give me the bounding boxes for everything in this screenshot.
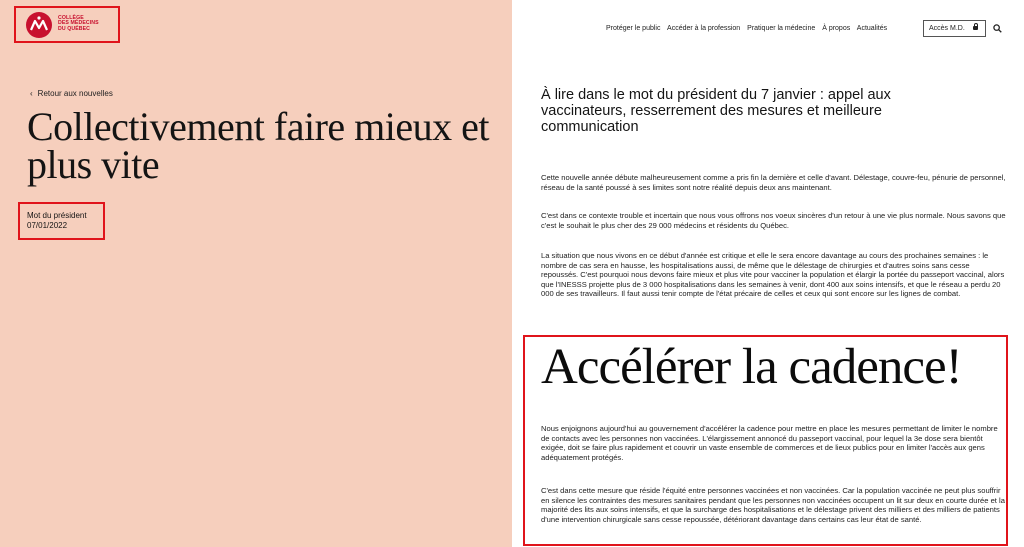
lock-icon (973, 26, 978, 30)
article-title: Collectivement faire mieux et plus vite (27, 104, 489, 187)
search-icon[interactable] (993, 24, 1002, 33)
paragraph-5: C'est dans cette mesure que réside l'équité entre personnes vaccinées et non vaccinées. Car la population vaccinée ne peut plus souffrir en silence les contraintes des mesures sanitaires pendant que les personnes non vaccinées occupent un lit sur deux en courte durée et la majorité des lits aux soins intensifs, et que la surcharge des hospitalisations et le délestage privent des milliers et des milliers de patients d'une intervention chirurgicale sans cesse repoussée, détériorant davantage dans certains cas leur état de santé. (541, 486, 1005, 524)
logo-glyph-icon (26, 12, 52, 38)
back-to-news-link[interactable] (30, 89, 113, 98)
article-category: Mot du président (27, 211, 87, 220)
nav-item-acceder[interactable]: Accéder à la profession (667, 25, 741, 32)
acces-md-label: Accès M.D. (929, 25, 965, 32)
section-heading: Accélérer la cadence! (541, 339, 962, 395)
paragraph-3: La situation que nous vivons en ce début d'année est critique et elle le sera encore davantage au cours des prochaines semaines : le nombre de cas sera en hausse, les hospitalisations aussi, de même que le délestage de chirurgies et d'autres soins sans cesse repoussés. C'est pourquoi nous devons faire mieux et plus vite pour vacciner la population et élargir la portée du passeport vaccinal, alors que l'INESSS projette plus de 3 000 hospitalisations dans les semaines à venir, dont 400 aux soins intensifs, et que le réseau a perdu 20 000 de ses travailleurs. Il faut aussi tenir compte de l'état précaire de celles et ceux qui sont encore sur les lignes de combat. (541, 251, 1005, 299)
main-nav (606, 25, 892, 32)
paragraph-4: Nous enjoignons aujourd'hui au gouvernement d'accélérer la cadence pour mettre en place les mesures permettant de limiter le nombre de contacts avec les personnes non vaccinées. L'élargissement annoncé du passeport vaccinal, pour lequel la 3e dose sera bientôt exigée, doit se faire plus rapidement et couvrir un vaste ensemble de commerces et de lieux publics pour en limiter l'accès aux gens adéquatement protégés. (541, 424, 998, 462)
paragraph-2: C'est dans ce contexte trouble et incertain que nous vous offrons nos voeux sincères d'un retour à une vie plus normale. Nous savons que c'est le souhait le plus cher des 29 000 médecins et résidents du Québec. (541, 211, 1006, 230)
logo-mark-icon (26, 12, 52, 38)
nav-item-apropos[interactable]: À propos (822, 25, 851, 32)
intro-heading: À lire dans le mot du président du 7 janvier : appel aux vaccinateurs, resserrement des mesures et meilleure communication (541, 87, 891, 135)
article-date: 07/01/2022 (27, 221, 68, 230)
logo-wordmark: COLLÈGE DES MÉDECINS DU QUÉBEC (58, 15, 99, 32)
chevron-left-icon: ‹ (30, 89, 33, 98)
nav-item-actualites[interactable]: Actualités (856, 25, 888, 32)
paragraph-1: Cette nouvelle année débute malheureusement comme a pris fin la dernière et celle d'avant. Délestage, couvre-feu, pénurie de personnel, réseau de la santé poussé à ses limites sont notre réalité depuis deux ans maintenant. (541, 173, 1006, 192)
nav-item-proteger[interactable]: Protéger le public (606, 25, 661, 32)
article-meta (27, 211, 87, 231)
acces-md-button[interactable] (923, 20, 986, 37)
nav-item-pratiquer[interactable]: Pratiquer la médecine (747, 25, 816, 32)
back-link-label: Retour aux nouvelles (37, 89, 113, 98)
panel-divider (512, 0, 519, 547)
